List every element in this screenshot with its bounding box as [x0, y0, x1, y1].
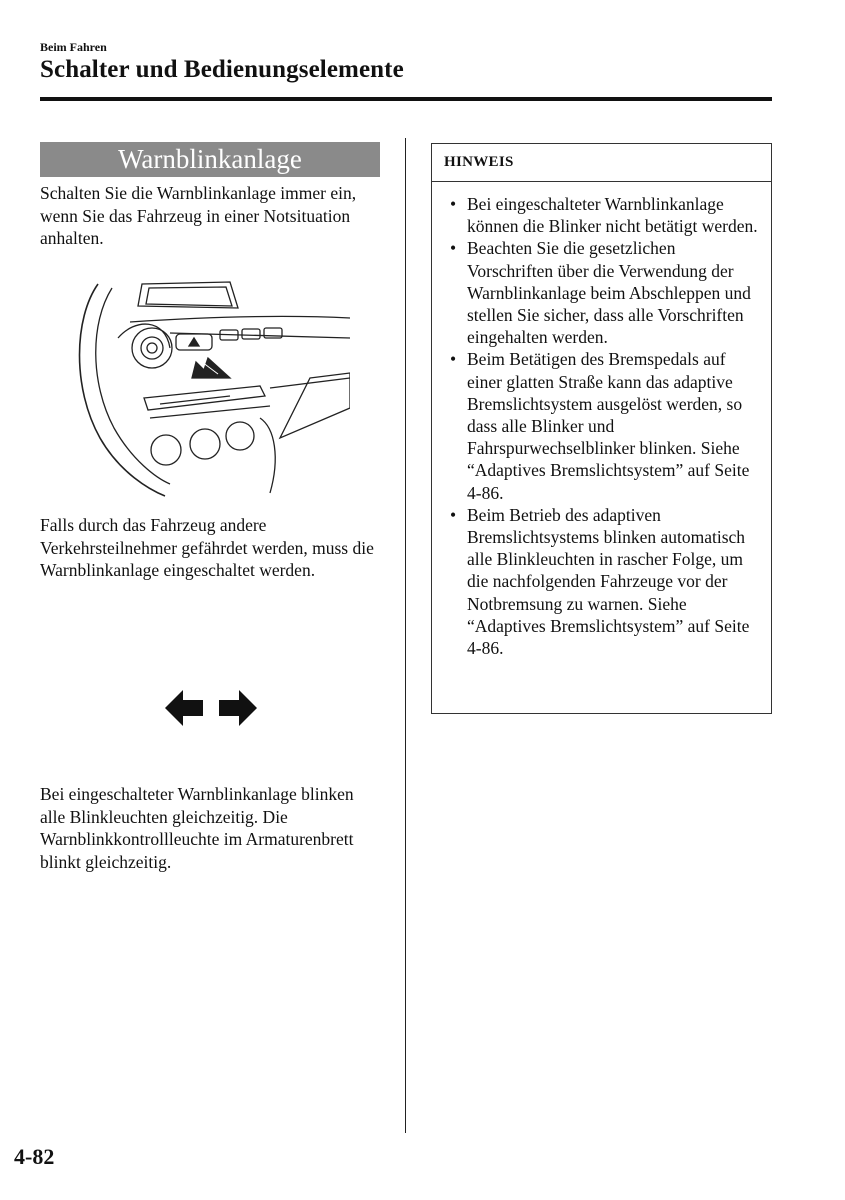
note-item	[447, 504, 761, 659]
blink-paragraph: Bei eingeschalteter Warnblinkanlage blinken alle Blinkleuchten gleichzeitig. Die Warnblinkkontrollleuchte im Armaturenbrett blinkt gleichzeitig.	[40, 784, 354, 872]
note-item	[447, 237, 761, 348]
note-item	[447, 193, 761, 237]
note-item	[447, 348, 761, 503]
note-item-text: Beim Betätigen des Bremspedals auf einer glatten Straße kann das adaptive Bremslichtsystem ausgelöst werden, so dass alle Blinker und Fahrspurwechselblinker blinken. Siehe “Adaptives Bremslichtsystem” auf Seite 4-86.	[467, 349, 750, 503]
note-list	[432, 182, 771, 659]
page-title: Schalter und Bedienungselemente	[40, 56, 404, 83]
breadcrumb: Beim Fahren	[40, 40, 107, 54]
column-divider	[405, 138, 406, 1133]
note-heading: HINWEIS	[432, 144, 771, 182]
turn-signal-arrows-icon	[163, 688, 259, 728]
section-heading: Warnblinkanlage	[40, 142, 380, 177]
note-item-text: Beim Betrieb des adaptiven Bremslichtsystems blinken automatisch alle Blinkleuchten in rascher Folge, um die nachfolgenden Fahrzeuge vor der Notbremsung zu warnen. Siehe “Adaptives Bremslichtsystem” auf Seite 4-86.	[467, 504, 750, 659]
note-box	[431, 143, 772, 714]
bullet: •	[450, 504, 457, 525]
bullet: •	[450, 194, 457, 214]
intro-paragraph: Schalten Sie die Warnblinkanlage immer ein, wenn Sie das Fahrzeug in einer Notsituation anhalten.	[40, 183, 357, 248]
note-item-text: Beachten Sie die gesetzlichen Vorschriften über die Verwendung der Warnblinkanlage beim Abschleppen und stellen Sie sicher, dass alle Vorschriften eingehalten werden.	[467, 238, 751, 348]
bullet: •	[450, 238, 457, 259]
traffic-paragraph: Falls durch das Fahrzeug andere Verkehrsteilnehmer gefährdet werden, muss die Warnblinkanlage eingeschaltet werden.	[40, 515, 374, 580]
page-number: 4-82	[14, 1144, 55, 1169]
hazard-switch-dashboard-illustration	[70, 278, 350, 498]
title-rule	[40, 97, 772, 101]
note-item-text: Bei eingeschalteter Warnblinkanlage können die Blinker nicht betätigt werden.	[467, 194, 758, 237]
bullet: •	[450, 349, 457, 370]
